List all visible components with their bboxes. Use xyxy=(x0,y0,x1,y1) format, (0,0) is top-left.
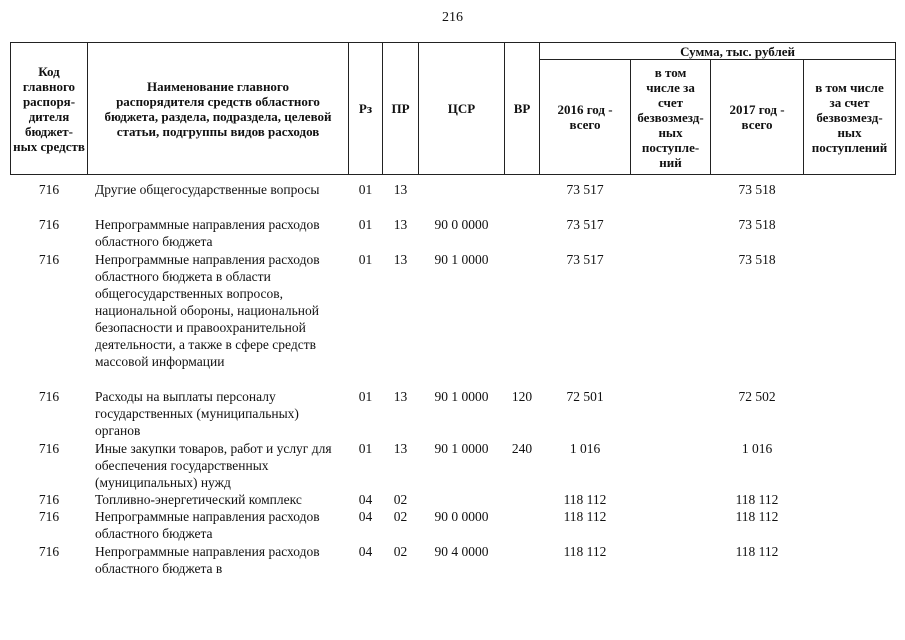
row-rz: 01 xyxy=(358,441,373,456)
header-2017-total: 2017 год - всего xyxy=(710,59,804,175)
row-kod: 716 xyxy=(38,544,60,559)
row-kod: 716 xyxy=(38,182,60,197)
row-rz: 04 xyxy=(358,492,373,507)
row-kod: 716 xyxy=(38,441,60,456)
row-csr: 90 0 0000 xyxy=(434,217,489,232)
row-kod: 716 xyxy=(38,389,60,404)
row-vr: 240 xyxy=(511,441,533,456)
row-pr: 02 xyxy=(393,544,408,559)
page-number: 216 xyxy=(442,10,463,25)
row-2016: 1 016 xyxy=(569,441,601,456)
row-name: Непрограммные направления расходов областного бюджета xyxy=(95,509,320,541)
header-csr: ЦСР xyxy=(418,42,505,175)
row-name: Расходы на выплаты персоналу государственных (муниципальных) органов xyxy=(95,389,299,438)
header-2016-grants: в том числе за счет безвозмезд-ных поступле-ний xyxy=(630,59,711,175)
row-2016: 73 517 xyxy=(566,252,604,267)
header-pr: ПР xyxy=(382,42,419,175)
row-name: Иные закупки товаров, работ и услуг для обеспечения государственных (муниципальных) нужд xyxy=(95,441,332,490)
row-rz: 01 xyxy=(358,217,373,232)
row-name: Непрограммные направления расходов областного бюджета в xyxy=(95,544,320,576)
row-2016: 73 517 xyxy=(566,217,604,232)
row-2017: 118 112 xyxy=(735,492,779,507)
header-2017-grants: в том числе за счет безвозмезд-ных поступлений xyxy=(803,59,896,175)
row-pr: 13 xyxy=(393,182,408,197)
row-vr: 120 xyxy=(511,389,533,404)
row-2017: 118 112 xyxy=(735,509,779,524)
row-2017: 73 518 xyxy=(738,217,776,232)
row-2016: 118 112 xyxy=(563,509,607,524)
row-2016: 73 517 xyxy=(566,182,604,197)
row-csr: 90 1 0000 xyxy=(434,441,489,456)
header-summa: Сумма, тыс. рублей xyxy=(539,42,896,60)
row-rz: 01 xyxy=(358,252,373,267)
row-name: Топливно-энергетический комплекс xyxy=(95,492,302,507)
row-2017: 1 016 xyxy=(741,441,773,456)
row-2016: 72 501 xyxy=(566,389,604,404)
row-2016: 118 112 xyxy=(563,544,607,559)
row-name: Непрограммные направления расходов областного бюджета в области общегосударственных вопросов, национальной обороны, национальной безопасности и правоохранительной деятельности, а также в сфере средств массовой информации xyxy=(95,252,320,369)
row-pr: 13 xyxy=(393,252,408,267)
header-2016-total: 2016 год - всего xyxy=(539,59,631,175)
row-pr: 02 xyxy=(393,509,408,524)
row-pr: 13 xyxy=(393,441,408,456)
row-csr: 90 1 0000 xyxy=(434,252,489,267)
row-csr: 90 1 0000 xyxy=(434,389,489,404)
row-rz: 04 xyxy=(358,509,373,524)
row-pr: 13 xyxy=(393,389,408,404)
row-pr: 13 xyxy=(393,217,408,232)
row-kod: 716 xyxy=(38,217,60,232)
header-vr: ВР xyxy=(504,42,540,175)
row-2017: 73 518 xyxy=(738,182,776,197)
row-kod: 716 xyxy=(38,509,60,524)
row-pr: 02 xyxy=(393,492,408,507)
header-kod: Код главного распоря-дителя бюджет-ных средств xyxy=(10,42,88,175)
row-2016: 118 112 xyxy=(563,492,607,507)
header-rz: Рз xyxy=(348,42,383,175)
row-rz: 01 xyxy=(358,389,373,404)
row-name: Непрограммные направления расходов областного бюджета xyxy=(95,217,320,249)
header-name: Наименование главного распорядителя средств областного бюджета, раздела, подраздела, целевой статьи, подгруппы видов расходов xyxy=(87,42,349,175)
row-kod: 716 xyxy=(38,492,60,507)
row-name: Другие общегосударственные вопросы xyxy=(95,182,320,197)
row-csr: 90 4 0000 xyxy=(434,544,489,559)
row-2017: 73 518 xyxy=(738,252,776,267)
row-kod: 716 xyxy=(38,252,60,267)
row-rz: 04 xyxy=(358,544,373,559)
row-2017: 118 112 xyxy=(735,544,779,559)
row-2017: 72 502 xyxy=(738,389,776,404)
row-csr: 90 0 0000 xyxy=(434,509,489,524)
row-rz: 01 xyxy=(358,182,373,197)
